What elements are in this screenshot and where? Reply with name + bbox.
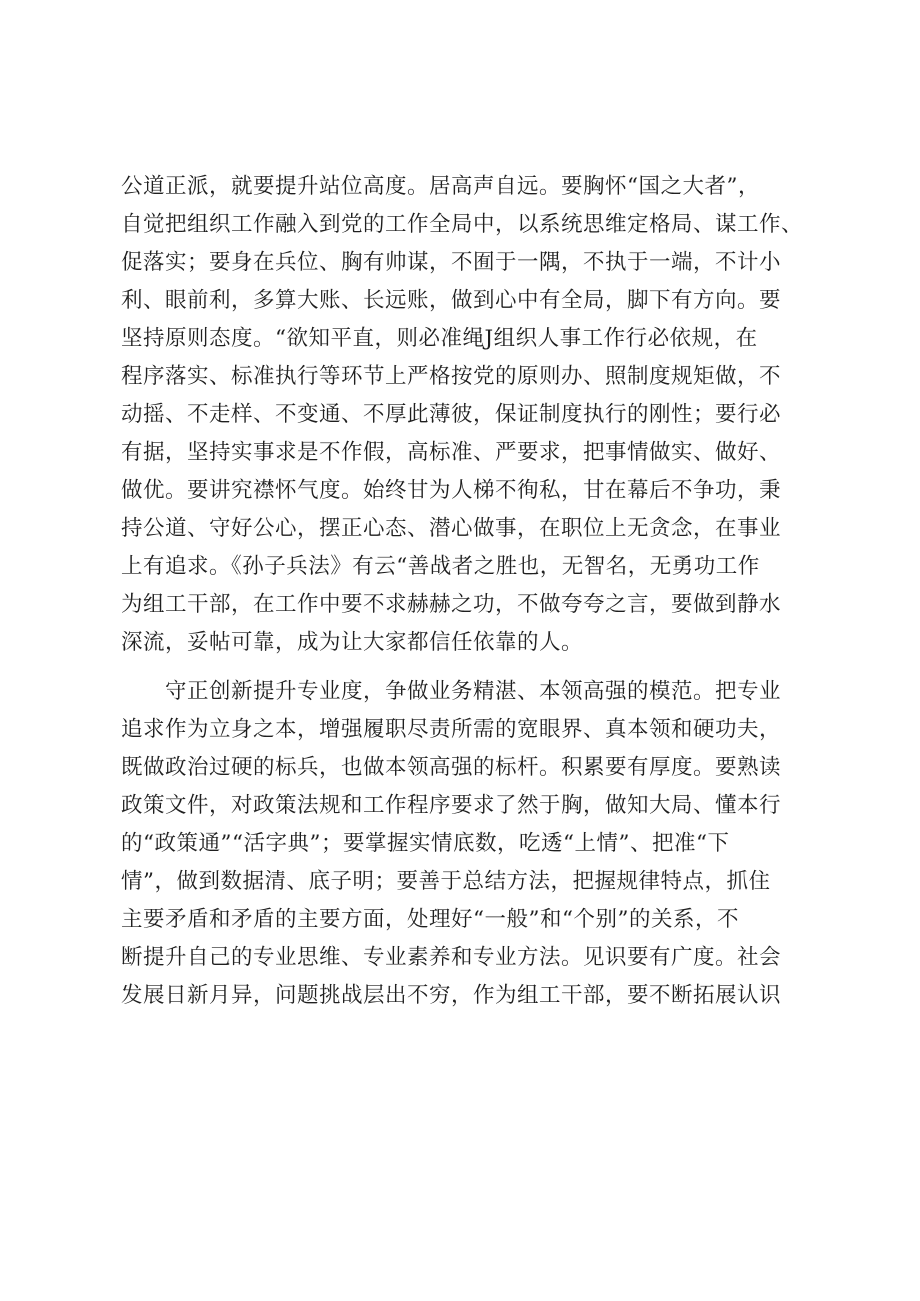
- text-line-12: 为组工干部，在工作中要不求赫赫之功，不做夸夸之言，要做到静水: [121, 592, 782, 617]
- text-line-10: 持公道、守好公心，摆正心态、潜心做事，在职位上无贪念，在事业: [121, 516, 782, 541]
- text-line-21: 断提升自己的专业思维、专业素养和专业方法。见识要有广度。社会: [121, 945, 782, 970]
- text-line-8: 有据，坚持实事求是不作假，高标准、严要求，把事情做实、做好、: [121, 440, 782, 465]
- text-line-16: 既做政治过硬的标兵，也做本领高强的标杆。积累要有厚度。要熟读: [121, 755, 782, 780]
- text-line-1: 公道正派，就要提升站位高度。居高声自远。要胸怀“国之大者”，: [121, 174, 760, 199]
- text-line-2: 自觉把组织工作融入到党的工作全局中，以系统思维定格局、谋工作、: [121, 212, 804, 237]
- text-line-6: 程序落实、标准执行等环节上严格按党的原则办、照制度规矩做，不: [121, 364, 782, 389]
- text-line-3: 促落实；要身在兵位、胸有帅谋，不囿于一隅，不执于一端，不计小: [121, 250, 782, 275]
- text-line-20: 主要矛盾和矛盾的主要方面，处理好“一般”和“个别”的关系，不: [121, 907, 739, 932]
- text-line-19: 情”，做到数据清、底子明；要善于总结方法，把握规律特点，抓住: [121, 869, 771, 894]
- text-line-17: 政策文件，对政策法规和工作程序要求了然于胸，做知大局、懂本行: [121, 793, 782, 818]
- text-line-7: 动摇、不走样、不变通、不厚此薄彼，保证制度执行的刚性；要行必: [121, 402, 782, 427]
- text-line-4: 利、眼前利，多算大账、长远账，做到心中有全局，脚下有方向。要: [121, 288, 782, 313]
- paragraph-2-first-line: 守正创新提升专业度，争做业务精湛、本领高强的模范。把专业: [165, 679, 782, 704]
- text-line-18: 的“政策通”“活字典”；要掌握实情底数，吃透“上情”、把准“下: [121, 831, 730, 856]
- text-line-15: 追求作为立身之本，增强履职尽责所需的宽眼界、真本领和硬功夫，: [121, 717, 782, 742]
- text-line-22: 发展日新月异，问题挑战层出不穷，作为组工干部，要不断拓展认识: [121, 983, 782, 1008]
- text-line-13: 深流，妥帖可靠，成为让大家都信任依靠的人。: [121, 630, 584, 655]
- text-line-9: 做优。要讲究襟怀气度。始终甘为人梯不徇私，甘在幕后不争功，秉: [121, 478, 782, 503]
- text-line-11: 上有追求。《孙子兵法》有云“善战者之胜也，无智名，无勇功工作: [121, 554, 760, 579]
- text-line-5: 坚持原则态度。“欲知平直，则必准绳J组织人事工作行必依规，在: [121, 326, 758, 351]
